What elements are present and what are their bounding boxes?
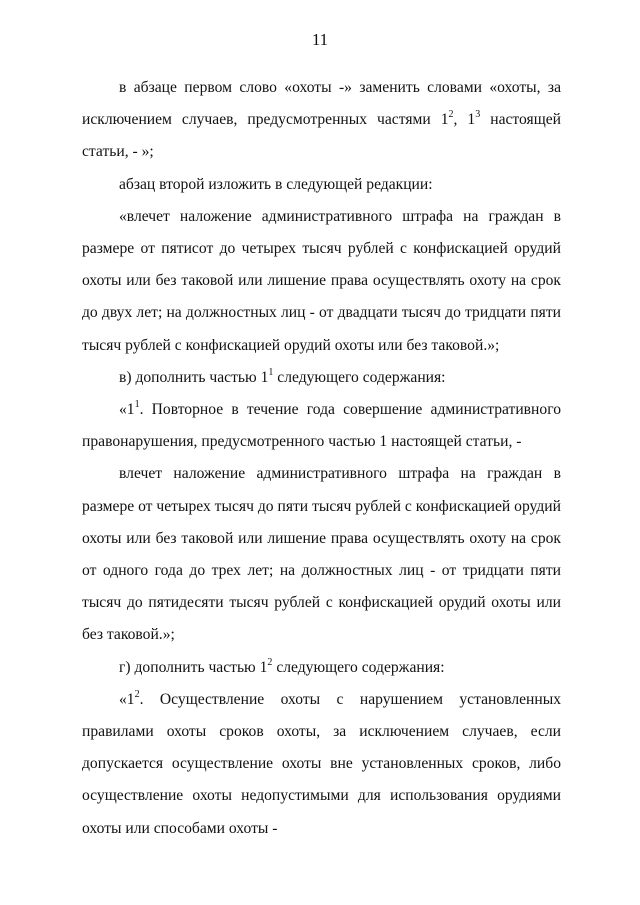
text-span: «1 bbox=[119, 690, 135, 708]
superscript: 2 bbox=[448, 109, 454, 121]
superscript: 3 bbox=[475, 109, 481, 121]
paragraph-penalty-text: «влечет наложение административного штрафа на граждан в размере от пятисот до четырех тысяч рублей с конфискацией орудий охоты или без таковой или лишение права осуществлять охоту на срок до двух лет; на должностных лиц - от двадцати тысяч до тридцати пяти тысяч рублей с конфискацией орудий охоты или без таковой.»; bbox=[82, 207, 561, 354]
paragraph-amend-first-abzac bbox=[82, 72, 561, 169]
paragraph-second-abzac-intro: абзац второй изложить в следующей редакции: bbox=[119, 175, 433, 193]
paragraph-item-g bbox=[82, 652, 561, 684]
text-span: настоящей статьи, - »; bbox=[82, 111, 561, 161]
superscript: 1 bbox=[134, 399, 140, 411]
text-span: . Осуществление охоты с нарушением установленных правилами охоты сроков охоты, за исключением случаев, если допускается осуществление охоты вне установленных сроков, либо осуществление охоты недопустимыми для использования орудиями охоты или способами охоты - bbox=[82, 690, 561, 837]
paragraph-repeat-penalty: влечет наложение административного штрафа на граждан в размере от четырех тысяч до пяти тысяч рублей с конфискацией орудий охоты или без таковой или лишение права осуществлять охоту на срок от одного года до трех лет; на должностных лиц - от тридцати пяти тысяч до пятидесяти тысяч рублей с конфискацией орудий охоты или без таковой.»; bbox=[82, 465, 561, 644]
paragraph-part-1-2 bbox=[82, 684, 561, 845]
text-span: . Повторное в течение года совершение административного правонарушения, предусмотренного частью 1 настоящей статьи, - bbox=[82, 401, 561, 451]
superscript: 2 bbox=[267, 656, 273, 668]
text-span: г) дополнить частью 1 bbox=[119, 658, 268, 676]
page-number: 11 bbox=[311, 30, 329, 49]
paragraph-part-1-1 bbox=[82, 394, 561, 458]
paragraph-item-v bbox=[82, 362, 561, 394]
text-span: в абзаце первом слово «охоты -» заменить словами «охоты, за исключением случаев, предусмотренных частями 1 bbox=[82, 79, 561, 129]
text-span: следующего содержания: bbox=[272, 658, 445, 676]
text-span: следующего содержания: bbox=[273, 368, 446, 386]
text-span: в) дополнить частью 1 bbox=[119, 368, 269, 386]
superscript: 1 bbox=[268, 366, 274, 378]
text-span: «1 bbox=[119, 401, 135, 419]
text-span: , 1 bbox=[453, 111, 476, 129]
document-body bbox=[82, 72, 561, 845]
superscript: 2 bbox=[134, 688, 140, 700]
